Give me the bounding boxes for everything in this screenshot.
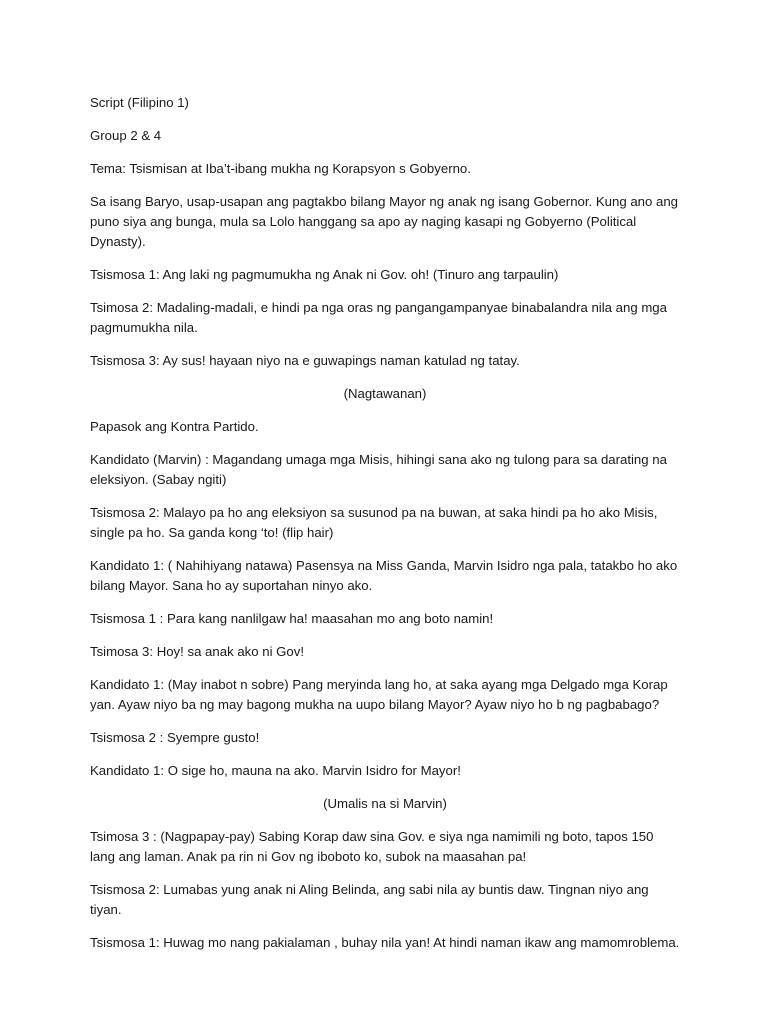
dialogue-line: Kandidato 1: O sige ho, mauna na ako. Marvin Isidro for Mayor! [90, 763, 461, 778]
dialogue-line: Tsismosa 2: Malayo pa ho ang eleksiyon sa susunod pa na buwan, at saka hindi pa ho ako Misis, single pa ho. Sa ganda kong ‘to! (flip hair) [90, 505, 658, 540]
dialogue-line: Tsimosa 3 : (Nagpapay-pay) Sabing Korap daw sina Gov. e siya nga namimili ng boto, tapos 150 lang ang laman. Anak pa rin ni Gov ng iboboto ko, subok na maasahan pa! [90, 829, 654, 864]
document-body [90, 93, 680, 966]
dialogue-line: Tsismosa 1 : Para kang nanlilgaw ha! maasahan mo ang boto namin! [90, 611, 494, 626]
dialogue-line: Kandidato (Marvin) : Magandang umaga mga Misis, hihingi sana ako ng tulong para sa darating na eleksiyon. (Sabay ngiti) [90, 452, 667, 487]
stage-direction: (Nagtawanan) [343, 386, 427, 401]
theme-line: Tema: Tsismisan at Iba’t-ibang mukha ng Korapsyon s Gobyerno. [90, 161, 471, 176]
dialogue-line: Tsismosa 2: Lumabas yung anak ni Aling Belinda, ang sabi nila ay buntis daw. Tingnan niyo ang tiyan. [90, 882, 649, 917]
dialogue-line: Kandidato 1: ( Nahihiyang natawa) Pasensya na Miss Ganda, Marvin Isidro nga pala, tatakbo ho ako bilang Mayor. Sana ho ay suportahan ninyo ako. [90, 558, 678, 593]
dialogue-line: Tsismosa 2 : Syempre gusto! [90, 730, 260, 745]
dialogue-line: Tsismosa 3: Ay sus! hayaan niyo na e guwapings naman katulad ng tatay. [90, 353, 520, 368]
dialogue-line: Kandidato 1: (May inabot n sobre) Pang meryinda lang ho, at saka ayang mga Delgado mga Korap yan. Ayaw niyo ba ng may bagong mukha na uupo bilang Mayor? Ayaw niyo ho b ng pagbabago? [90, 677, 668, 712]
dialogue-line: Tsismosa 1: Ang laki ng pagmumukha ng Anak ni Gov. oh! (Tinuro ang tarpaulin) [90, 267, 559, 282]
group-label: Group 2 & 4 [90, 128, 162, 143]
stage-direction: (Umalis na si Marvin) [323, 796, 447, 811]
dialogue-line: Tsismosa 1: Huwag mo nang pakialaman , buhay nila yan! At hindi naman ikaw ang mamomroblema. [90, 935, 680, 950]
dialogue-line: Tsimosa 2: Madaling-madali, e hindi pa nga oras ng pangangampanyae binabalandra nila ang mga pagmumukha nila. [90, 300, 667, 335]
doc-title: Script (Filipino 1) [90, 95, 189, 110]
intro-paragraph: Sa isang Baryo, usap-usapan ang pagtakbo bilang Mayor ng anak ng isang Gobernor. Kung ano ang puno siya ang bunga, mula sa Lolo hanggang sa apo ay naging kasapi ng Gobyerno (Political Dynasty). [90, 194, 678, 249]
dialogue-line: Tsimosa 3: Hoy! sa anak ako ni Gov! [90, 644, 305, 659]
narration-line: Papasok ang Kontra Partido. [90, 419, 259, 434]
